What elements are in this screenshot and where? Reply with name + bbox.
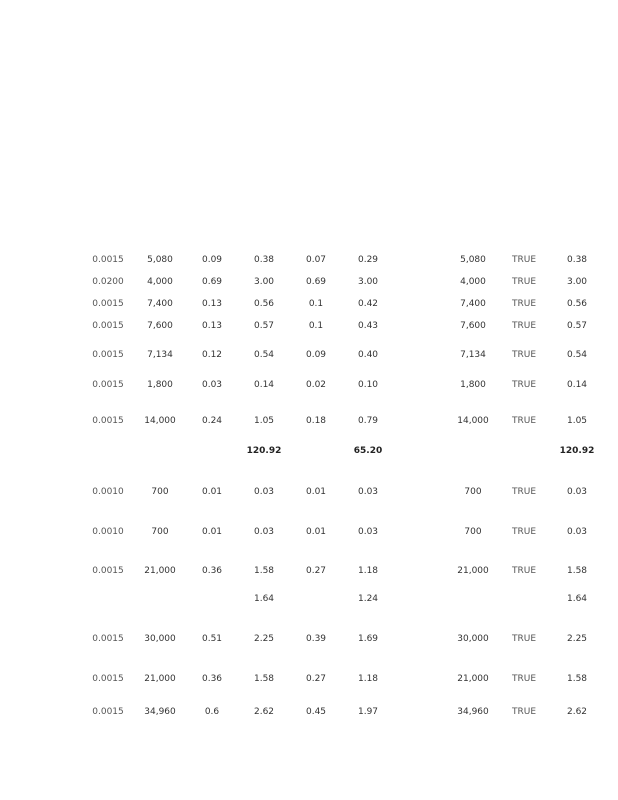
table-cell-quantity_repeat: 700 [464,527,482,537]
table-cell-c4: 1.58 [253,674,275,684]
table-cell-c4: 0.03 [253,527,275,537]
table-cell-flag: TRUE [511,416,537,426]
table-cell-quantity: 7,400 [147,299,173,309]
table-cell-rate: 0.0015 [92,566,124,576]
table-cell-flag: TRUE [511,277,537,287]
table-cell-c4: 0.57 [253,321,275,331]
table-cell-c9: 120.92 [559,446,595,456]
table-cell-flag: TRUE [511,634,537,644]
table-cell-c6: 0.43 [357,321,379,331]
table-cell-c3: 0.6 [204,707,220,717]
table-cell-quantity_repeat: 7,134 [460,350,486,360]
table-cell-rate: 0.0015 [92,299,124,309]
table-cell-c6: 0.42 [357,299,379,309]
table-cell-c5: 0.69 [305,277,327,287]
table-cell-flag: TRUE [511,380,537,390]
table-cell-quantity: 5,080 [147,255,173,265]
table-cell-quantity_repeat: 34,960 [457,707,489,717]
table-cell-quantity: 700 [151,487,169,497]
table-cell-quantity_repeat: 21,000 [457,566,489,576]
table-cell-c3: 0.36 [201,674,223,684]
table-cell-quantity: 21,000 [144,674,176,684]
table-cell-c9: 1.64 [566,594,588,604]
table-cell-c3: 0.03 [201,380,223,390]
table-cell-quantity_repeat: 5,080 [460,255,486,265]
table-cell-quantity: 30,000 [144,634,176,644]
table-cell-c5: 0.09 [305,350,327,360]
table-cell-c6: 1.18 [357,566,379,576]
table-cell-c3: 0.36 [201,566,223,576]
table-cell-c5: 0.1 [308,321,324,331]
table-cell-c4: 2.25 [253,634,275,644]
table-cell-c9: 0.14 [566,380,588,390]
table-cell-c4: 2.62 [253,707,275,717]
table-cell-c9: 1.58 [566,566,588,576]
table-cell-c4: 1.05 [253,416,275,426]
table-cell-c4: 0.14 [253,380,275,390]
table-cell-c5: 0.18 [305,416,327,426]
table-cell-c4: 0.03 [253,487,275,497]
table-cell-c5: 0.01 [305,527,327,537]
table-cell-c9: 0.57 [566,321,588,331]
table-cell-quantity: 700 [151,527,169,537]
table-cell-c5: 0.27 [305,566,327,576]
table-cell-c9: 1.05 [566,416,588,426]
table-cell-rate: 0.0015 [92,707,124,717]
table-cell-c9: 2.25 [566,634,588,644]
table-cell-c5: 0.45 [305,707,327,717]
table-cell-quantity_repeat: 4,000 [460,277,486,287]
table-cell-c3: 0.69 [201,277,223,287]
table-cell-c9: 0.54 [566,350,588,360]
table-cell-flag: TRUE [511,707,537,717]
table-cell-c4: 0.38 [253,255,275,265]
table-cell-c3: 0.13 [201,321,223,331]
table-cell-rate: 0.0010 [92,487,124,497]
table-cell-rate: 0.0015 [92,380,124,390]
table-cell-c5: 0.39 [305,634,327,644]
table-cell-quantity: 1,800 [147,380,173,390]
table-cell-quantity: 14,000 [144,416,176,426]
table-cell-c9: 1.58 [566,674,588,684]
table-cell-quantity_repeat: 7,600 [460,321,486,331]
table-cell-c9: 0.03 [566,527,588,537]
table-cell-c6: 0.29 [357,255,379,265]
table-cell-c5: 0.1 [308,299,324,309]
table-cell-quantity_repeat: 30,000 [457,634,489,644]
table-cell-c3: 0.01 [201,487,223,497]
table-cell-quantity: 21,000 [144,566,176,576]
table-cell-rate: 0.0015 [92,674,124,684]
table-cell-flag: TRUE [511,527,537,537]
table-cell-c6: 0.03 [357,527,379,537]
table-cell-quantity_repeat: 14,000 [457,416,489,426]
table-cell-flag: TRUE [511,321,537,331]
table-cell-flag: TRUE [511,487,537,497]
table-cell-c4: 3.00 [253,277,275,287]
table-cell-c6: 1.69 [357,634,379,644]
table-cell-flag: TRUE [511,255,537,265]
table-cell-c3: 0.24 [201,416,223,426]
table-cell-c9: 0.38 [566,255,588,265]
table-cell-rate: 0.0010 [92,527,124,537]
table-cell-c6: 65.20 [353,446,383,456]
table-cell-c3: 0.51 [201,634,223,644]
table-cell-c4: 1.64 [253,594,275,604]
table-cell-c9: 2.62 [566,707,588,717]
table-cell-flag: TRUE [511,299,537,309]
table-cell-c5: 0.27 [305,674,327,684]
table-cell-c9: 0.56 [566,299,588,309]
table-cell-quantity_repeat: 7,400 [460,299,486,309]
table-cell-flag: TRUE [511,566,537,576]
table-cell-rate: 0.0015 [92,321,124,331]
table-cell-flag: TRUE [511,674,537,684]
table-cell-c6: 3.00 [357,277,379,287]
table-cell-c3: 0.13 [201,299,223,309]
table-cell-c6: 0.40 [357,350,379,360]
table-cell-c5: 0.02 [305,380,327,390]
table-cell-quantity_repeat: 700 [464,487,482,497]
table-cell-c9: 3.00 [566,277,588,287]
table-cell-c6: 1.24 [357,594,379,604]
table-cell-quantity: 4,000 [147,277,173,287]
table-cell-c6: 0.03 [357,487,379,497]
table-cell-quantity_repeat: 1,800 [460,380,486,390]
table-cell-rate: 0.0015 [92,634,124,644]
table-cell-quantity: 34,960 [144,707,176,717]
table-cell-c6: 1.18 [357,674,379,684]
table-cell-c6: 1.97 [357,707,379,717]
table-cell-c6: 0.79 [357,416,379,426]
table-cell-c5: 0.01 [305,487,327,497]
table-cell-quantity_repeat: 21,000 [457,674,489,684]
table-cell-c4: 1.58 [253,566,275,576]
table-cell-quantity: 7,134 [147,350,173,360]
table-cell-c4: 0.54 [253,350,275,360]
table-cell-c9: 0.03 [566,487,588,497]
table-cell-rate: 0.0015 [92,350,124,360]
table-cell-c5: 0.07 [305,255,327,265]
table-cell-flag: TRUE [511,350,537,360]
table-cell-rate: 0.0015 [92,255,124,265]
table-cell-c3: 0.12 [201,350,223,360]
table-cell-c3: 0.01 [201,527,223,537]
table-cell-rate: 0.0200 [92,277,124,287]
table-cell-c4: 120.92 [246,446,282,456]
table-cell-c4: 0.56 [253,299,275,309]
table-cell-c6: 0.10 [357,380,379,390]
table-cell-rate: 0.0015 [92,416,124,426]
table-cell-c3: 0.09 [201,255,223,265]
table-cell-quantity: 7,600 [147,321,173,331]
